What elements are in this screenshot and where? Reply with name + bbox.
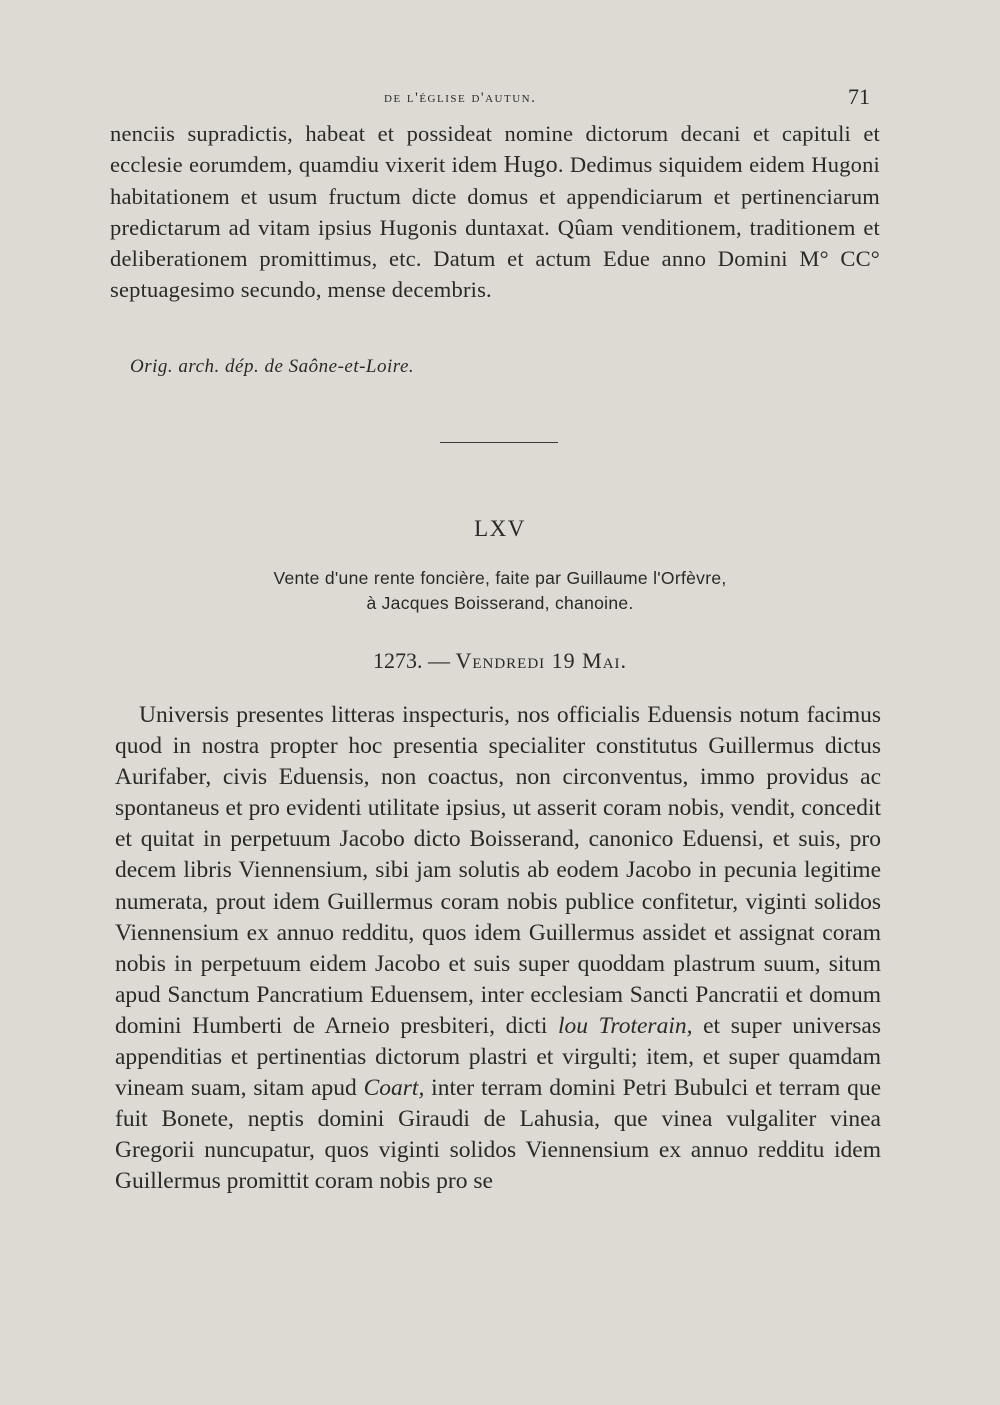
charter-summary — [0, 566, 1000, 616]
running-head — [0, 84, 1000, 114]
previous-charter-text-part: nenciis supradictis, habeat et possideat nomine dictorum decani et capituli et ecclesie eorumdem, quamdiu vixerit idem — [110, 121, 880, 177]
section-divider — [440, 442, 558, 443]
charter-italic-term: lou Troterain, — [558, 1012, 693, 1039]
charter-text-part: et super universas appenditias et pertinentias dictorum plastri et virgulti; item, et super quamdam vineam suam, sitam apud — [115, 1012, 881, 1102]
charter-summary-line: à Jacques Boisserand, chanoine. — [366, 593, 634, 613]
charter-body — [115, 700, 881, 1198]
charter-date — [0, 648, 1000, 674]
hugo-name: Hugo — [503, 152, 558, 178]
previous-charter-text — [110, 118, 880, 305]
charter-date-year: 1273. — — [372, 648, 456, 673]
charter-number: LXV — [474, 516, 526, 541]
previous-charter-paragraph — [110, 118, 880, 305]
charter-paragraph — [115, 700, 881, 1198]
charter-italic-term: Coart, — [363, 1075, 425, 1102]
charter-text-part: Universis presentes litteras inspecturis, nos officialis Eduensis notum facimus quod in nostra propter hoc presentia specialiter constitutus Guillermus dictus Aurifaber, civis Eduensis, non coactus, non circonventus, immo providus ac spontaneus et pro evidenti utilitate ipsius, ut asserit coram nobis, vendit, concedit et quitat in perpetuum Jacobo dicto Boisserand, canonico Eduensi, et suis, pro decem libris Viennensium, sibi jam solutis ab eodem Jacobo in pecunia legitime numerata, prout idem Guillermus coram nobis publice confitetur, viginti solidos Viennensium ex annuo redditu, quos idem Guillermus assidet et assignat coram nobis in perpetuum eidem Jacobo et suis super quoddam plastrum suum, situm apud Sanctum Pancratium Eduensem, inter ecclesiam Sancti Pancratii et domum domini Humberti de Arneio presbiteri, dicti — [115, 702, 881, 1039]
charter-text-part: inter terram domini Petri Bubulci et terram que fuit Bonete, neptis domini Giraudi de Lahusia, que vinea vulgaliter vinea Gregorii nuncupatur, quos viginti solidos Viennensium ex annuo redditu idem Guillermus promittit coram nobis pro se — [115, 1075, 881, 1195]
running-title: de l'église d'autun. — [384, 90, 537, 106]
previous-charter-text-part: . Dedimus siquidem eidem Hugoni habitationem et usum fructum dicte domus et appendiciarum et pertinenciarum predictarum ad vitam ipsius Hugonis duntaxat. Qûam venditionem, traditionem et deliberationem promittimus, etc. Datum et actum Edue anno Domini M° CC° septuagesimo secundo, mense decembris. — [110, 152, 880, 302]
page-number: 71 — [848, 84, 870, 109]
charter-date-day: Vendredi 19 Mai. — [455, 648, 628, 673]
source-note: Orig. arch. dép. de Saône-et-Loire. — [130, 356, 415, 377]
charter-summary-line: Vente d'une rente foncière, faite par Guillaume l'Orfèvre, — [273, 568, 727, 588]
